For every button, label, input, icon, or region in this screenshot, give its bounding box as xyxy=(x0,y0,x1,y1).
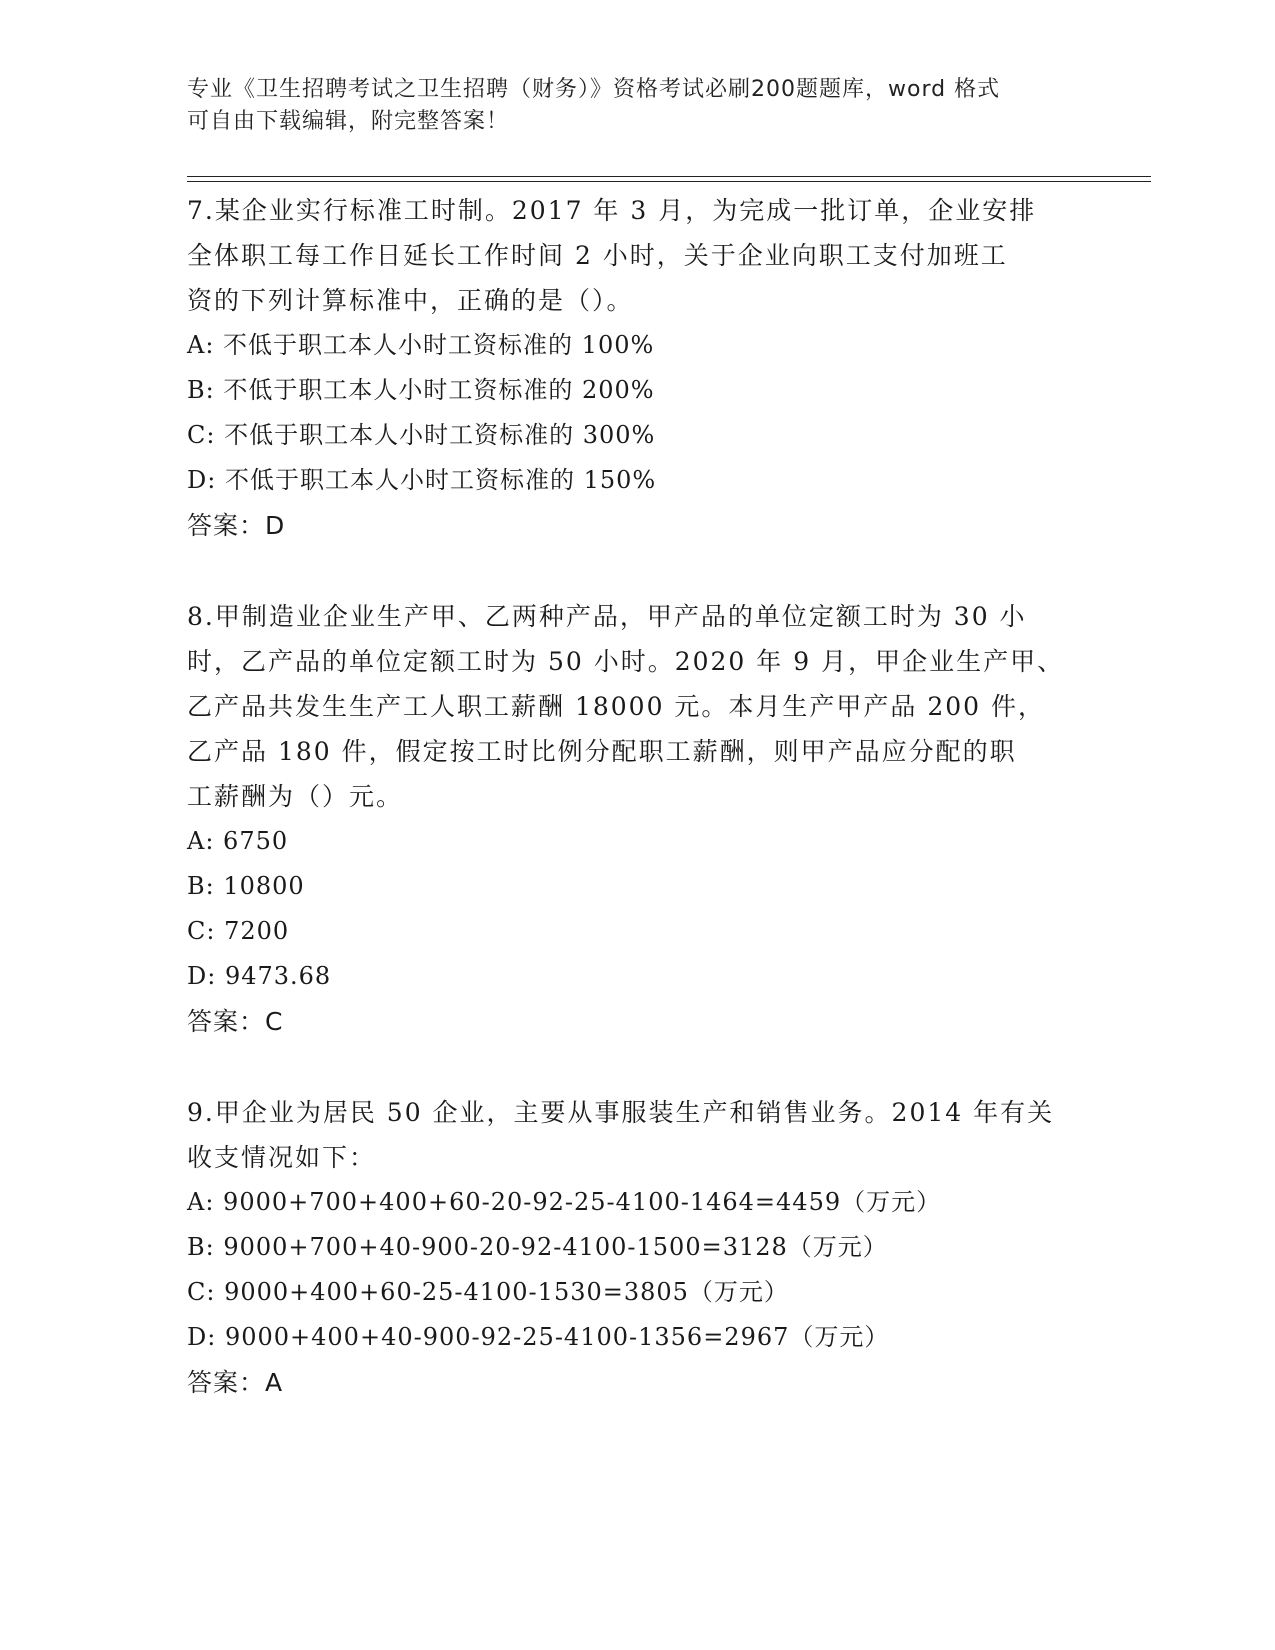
question-stem-line: 资的下列计算标准中，正确的是（）。 xyxy=(187,286,634,315)
option-d: D: 不低于职工本人小时工资标准的 150% xyxy=(187,466,657,494)
option-c: C: 不低于职工本人小时工资标准的 300% xyxy=(187,421,656,449)
option-a: A: 6750 xyxy=(187,827,289,855)
question-stem-line: 时，乙产品的单位定额工时为 50 小时。2020 年 9 月，甲企业生产甲、 xyxy=(187,647,1065,676)
question-stem-line: 工薪酬为（）元。 xyxy=(187,782,404,811)
question-stem-line: 全体职工每工作日延长工作时间 2 小时，关于企业向职工支付加班工 xyxy=(187,241,1008,270)
header-line-2: 可自由下载编辑，附完整答案！ xyxy=(187,109,510,134)
option-a: A: 9000+700+400+60-20-92-25-4100-1464=4459（万元） xyxy=(187,1188,942,1216)
answer-line: 答案：A xyxy=(187,1368,284,1397)
option-d: D: 9000+400+40-900-92-25-4100-1356=2967（万元） xyxy=(187,1323,890,1351)
question-stem-line: 9.甲企业为居民 50 企业，主要从事服装生产和销售业务。2014 年有关 xyxy=(187,1098,1055,1127)
question-stem-line: 乙产品 180 件，假定按工时比例分配职工薪酬，则甲产品应分配的职 xyxy=(187,737,1017,766)
header-line-1: 专业《卫生招聘考试之卫生招聘（财务）》资格考试必刷200题题库，word 格式 xyxy=(187,77,1001,102)
question-stem-line: 7.某企业实行标准工时制。2017 年 3 月，为完成一批订单，企业安排 xyxy=(187,196,1037,225)
question-list xyxy=(187,188,1087,1451)
question-stem-line: 8.甲制造业企业生产甲、乙两种产品，甲产品的单位定额工时为 30 小 xyxy=(187,602,1027,631)
answer-line: 答案：C xyxy=(187,1007,284,1036)
option-c: C: 7200 xyxy=(187,917,290,945)
header-divider-top xyxy=(187,176,1151,177)
option-d: D: 9473.68 xyxy=(187,962,332,990)
document-header xyxy=(187,74,1087,138)
option-b: B: 10800 xyxy=(187,872,305,900)
option-c: C: 9000+400+60-25-4100-1530=3805（万元） xyxy=(187,1278,789,1306)
question-7 xyxy=(187,188,1087,548)
option-b: B: 不低于职工本人小时工资标准的 200% xyxy=(187,376,655,404)
question-8 xyxy=(187,594,1087,1044)
question-stem-line: 收支情况如下： xyxy=(187,1143,377,1172)
answer-line: 答案：D xyxy=(187,511,286,540)
option-a: A: 不低于职工本人小时工资标准的 100% xyxy=(187,331,655,359)
header-divider-bottom xyxy=(187,181,1151,182)
question-stem-line: 乙产品共发生生产工人职工薪酬 18000 元。本月生产甲产品 200 件， xyxy=(187,692,1046,721)
question-9 xyxy=(187,1090,1087,1405)
option-b: B: 9000+700+40-900-20-92-4100-1500=3128（万元） xyxy=(187,1233,888,1261)
